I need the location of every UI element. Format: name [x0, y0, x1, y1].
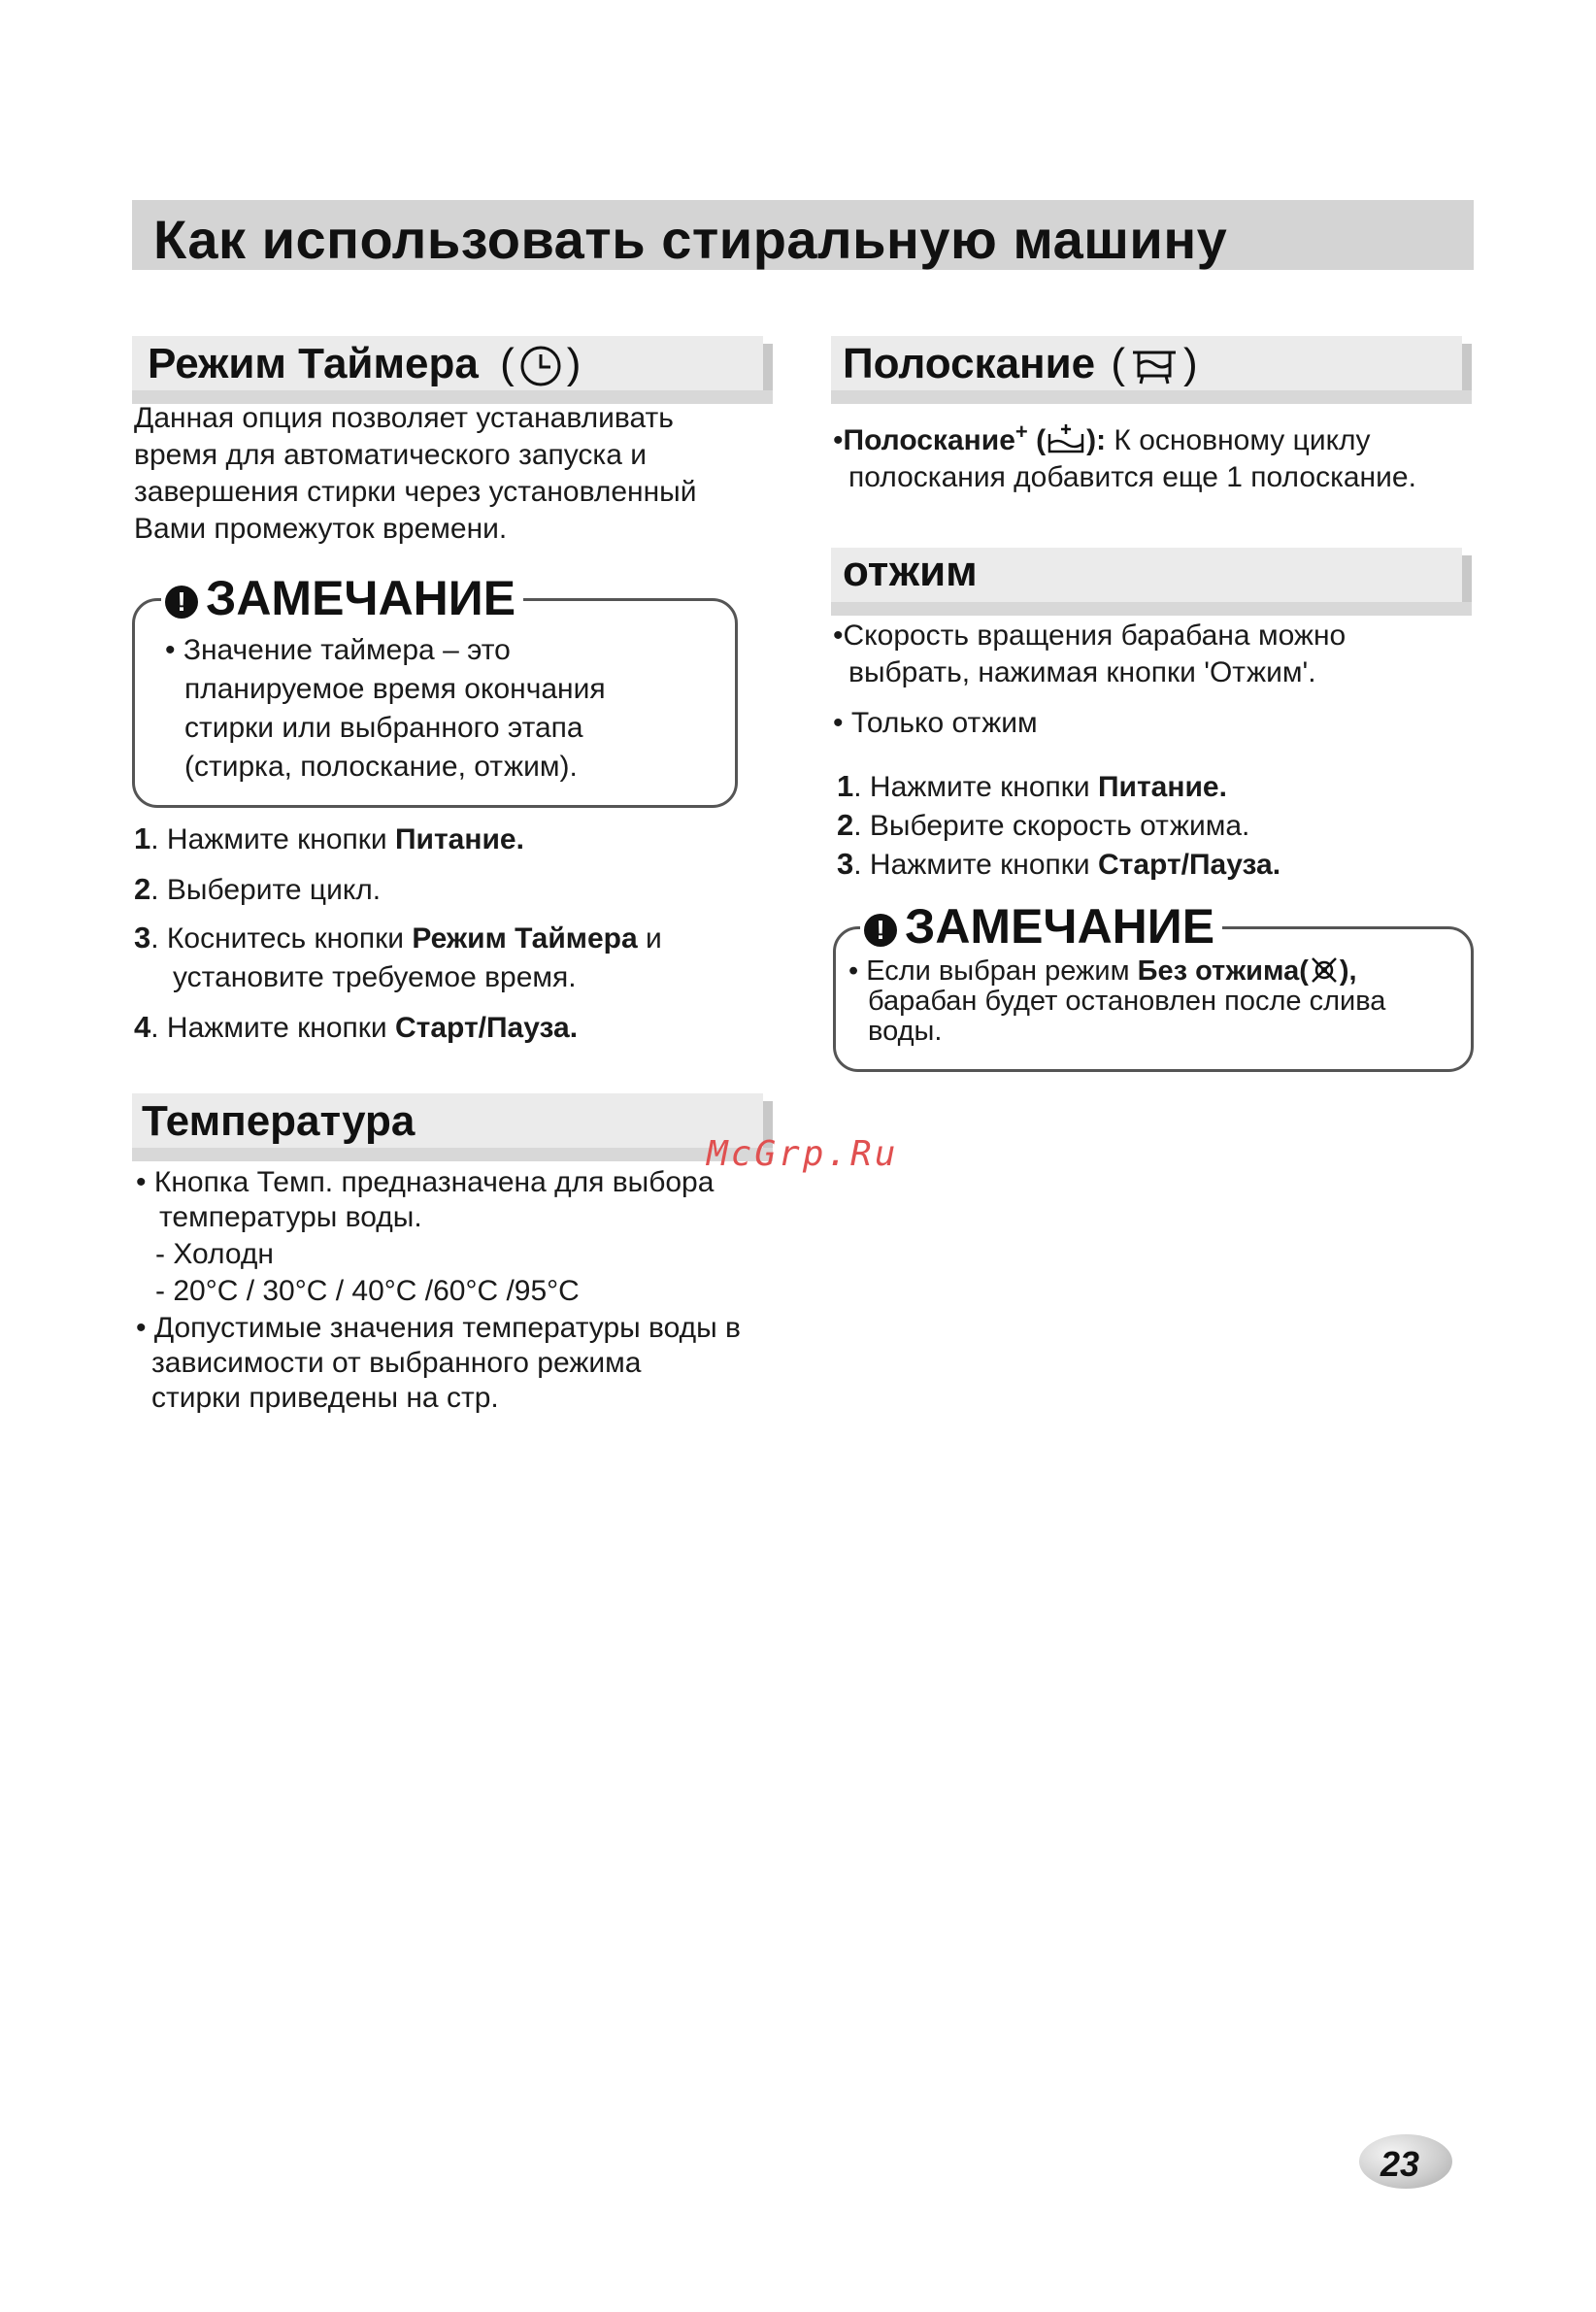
step-number: 4 [134, 1010, 151, 1044]
no-spin-icon [1309, 955, 1340, 985]
rinse-bullet: •Полоскание+ ( ): К основному циклу полоскания добавится еще 1 полоскание. [833, 414, 1464, 496]
step-item [134, 1010, 578, 1045]
step-text: . Нажмите кнопки [150, 1012, 395, 1044]
note-line: стирки или выбранного этапа [184, 712, 583, 744]
step-text: . Нажмите кнопки [150, 823, 395, 855]
rinse-plus-label: Полоскание [843, 424, 1015, 456]
step-bold: Старт/Пауза. [394, 1012, 579, 1044]
spin-note-body: • Если выбран режим Без отжима( ), барабан будет остановлен после слива воды. [848, 955, 1450, 1047]
note-line: барабан будет остановлен после слива [868, 986, 1386, 1017]
warning-icon: ! [165, 586, 198, 619]
note-line: (стирка, полоскание, отжим). [184, 751, 578, 783]
step-text: . Коснитесь кнопки [150, 922, 413, 955]
step-number: 3 [837, 847, 854, 881]
rinse-bullet-text: К основному циклу [1106, 424, 1371, 456]
step-number: 3 [134, 921, 151, 955]
step-text: . Нажмите кнопки [853, 849, 1098, 881]
spin-heading [831, 548, 1462, 602]
spin-line: • Только отжим [833, 707, 1038, 739]
rinse-plus-icon [1046, 422, 1086, 455]
temp-line: температуры воды. [159, 1201, 422, 1233]
note-title-text: ЗАМЕЧАНИЕ [206, 571, 516, 625]
page-number-badge [1359, 2134, 1452, 2189]
step-number: 1 [837, 769, 854, 803]
rinse-heading: Полоскание ( ) [831, 336, 1462, 390]
step-item [837, 808, 1249, 843]
step-text: и [637, 922, 662, 955]
step-number: 2 [837, 808, 854, 842]
step-item [134, 921, 662, 955]
timer-note-body [165, 631, 709, 787]
warning-icon: ! [864, 914, 897, 947]
step-item [837, 769, 1227, 804]
step-text: . Нажмите кнопки [853, 771, 1098, 803]
spin-line: выбрать, нажимая кнопки 'Отжим'. [848, 656, 1316, 688]
temp-line: - 20°C / 30°C / 40°C /60°C /95°C [155, 1275, 580, 1307]
note-title-text: ЗАМЕЧАНИЕ [905, 899, 1215, 954]
spin-heading-label: отжим [843, 548, 978, 595]
timer-desc-line: Вами промежуток времени. [134, 513, 508, 545]
rinse-heading-label: Полоскание [843, 340, 1096, 387]
temp-line: • Кнопка Темп. предназначена для выбора [136, 1166, 715, 1198]
temperature-text [136, 1165, 777, 1416]
note-bold: Без отжима [1137, 955, 1300, 987]
step-bold: Питание. [394, 823, 524, 855]
step-number: 2 [134, 872, 151, 906]
temp-line: - Холодн [155, 1238, 274, 1270]
note-line: планируемое время окончания [184, 673, 606, 705]
step-item [134, 872, 381, 907]
timer-description [134, 400, 755, 548]
step-text: . Выберите скорость отжима. [853, 810, 1250, 842]
temperature-heading [132, 1093, 763, 1148]
temperature-heading-label: Температура [142, 1097, 416, 1145]
clock-icon [518, 344, 563, 388]
step-bold: Старт/Пауза. [1097, 849, 1281, 881]
step-item [134, 821, 524, 856]
step-number: 1 [134, 821, 151, 855]
step-text: установите требуемое время. [173, 961, 577, 993]
timer-note-title [161, 571, 523, 625]
spin-line: •Скорость вращения барабана можно [833, 620, 1347, 652]
rinse-bullet-cont: полоскания добавится еще 1 полоскание. [848, 461, 1416, 493]
temp-line: • Допустимые значения температуры воды в [136, 1312, 741, 1344]
timer-desc-line: время для автоматического запуска и [134, 439, 647, 471]
step-item [173, 961, 577, 994]
step-bold: Режим Таймера [412, 922, 638, 955]
rinse-plus-sup: + [1014, 419, 1028, 444]
timer-desc-line: завершения стирки через установленный [134, 476, 697, 508]
timer-heading-label: Режим Таймера [148, 340, 479, 387]
spin-note-title [860, 899, 1222, 954]
note-line: • Значение таймера – это [165, 634, 511, 666]
step-item [837, 847, 1280, 882]
note-line: воды. [868, 1016, 943, 1047]
step-bold: Питание. [1097, 771, 1227, 803]
step-text: . Выберите цикл. [150, 874, 382, 906]
temp-line: зависимости от выбранного режима [151, 1347, 642, 1379]
page-number: 23 [1380, 2144, 1420, 2184]
timer-heading: Режим Таймера ( ) [132, 336, 763, 390]
watermark: McGrp.Ru [707, 1134, 899, 1174]
temp-line: стирки приведены на стр. [151, 1382, 499, 1414]
page-title: Как использовать стиральную машину [153, 209, 1228, 270]
rinse-icon [1129, 347, 1180, 385]
note-text: • Если выбран режим [848, 955, 1138, 987]
spin-text [833, 618, 1464, 742]
timer-desc-line: Данная опция позволяет устанавливать [134, 402, 674, 434]
page-title-bar [132, 200, 1474, 270]
